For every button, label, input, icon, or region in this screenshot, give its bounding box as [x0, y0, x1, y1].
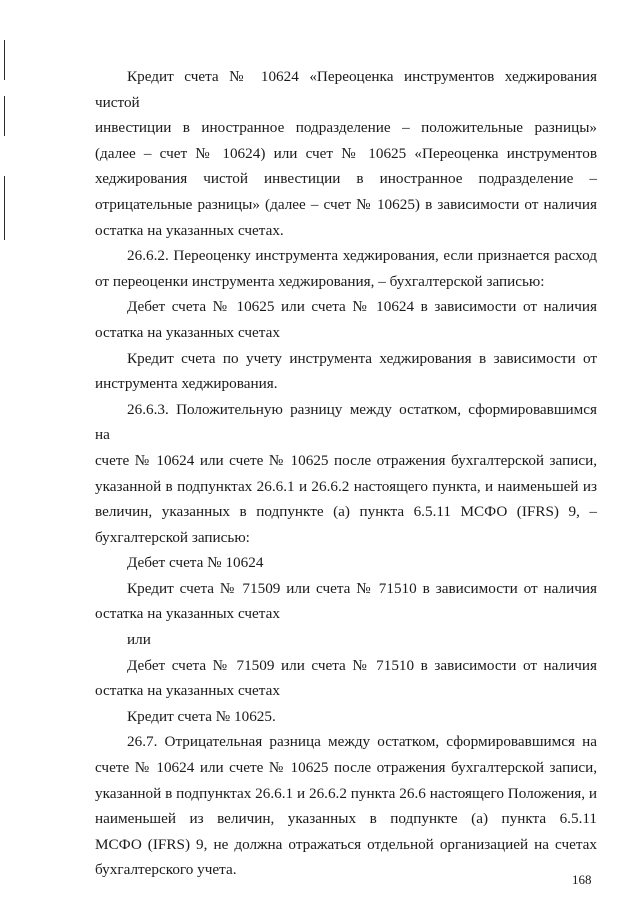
text-line: хеджирования чистой инвестиции в иностранное подразделение – [95, 170, 597, 188]
text-line: остатка на указанных счетах [95, 323, 280, 341]
margin-line-mark [4, 176, 5, 240]
text-line: от переоценки инструмента хеджирования, – бухгалтерской записью: [95, 272, 545, 290]
text-line: Кредит счета № 71509 или счета № 71510 в зависимости от наличия [127, 579, 597, 597]
paragraph-credit-10624-10625 [95, 64, 597, 243]
paragraph-credit-hedging-instrument [95, 346, 597, 397]
text-line: счете № 10624 или счете № 10625 после отражения бухгалтерской записи, [95, 759, 597, 777]
paragraph-26-6-3 [95, 397, 597, 551]
text-line: наименьшей из величин, указанных в подпункте (а) пункта 6.5.11 [95, 810, 597, 828]
text-line: 26.6.2. Переоценку инструмента хеджирования, если признается расход [127, 247, 597, 265]
text-line: Кредит счета № 10625. [127, 707, 276, 725]
text-line: бухгалтерского учета. [95, 861, 237, 879]
text-line: отрицательные разницы» (далее – счет № 10625) в зависимости от наличия [95, 195, 597, 213]
text-line: Кредит счета по учету инструмента хеджирования в зависимости от [127, 349, 597, 367]
text-line: Дебет счета № 71509 или счета № 71510 в зависимости от наличия [127, 656, 597, 674]
paragraph-debit-10625 [95, 294, 597, 345]
text-line: инвестиции в иностранное подразделение – положительные разницы» [95, 119, 597, 137]
text-line: счете № 10624 или счете № 10625 после отражения бухгалтерской записи, [95, 451, 597, 469]
margin-line-mark [4, 40, 5, 80]
paragraph-credit-10625 [95, 704, 597, 730]
text-line: 26.6.3. Положительную разницу между остатком, сформировавшимся на [95, 400, 597, 444]
text-line: инструмента хеджирования. [95, 375, 278, 393]
margin-line-mark [4, 96, 5, 136]
paragraph-26-7 [95, 729, 597, 883]
paragraph-or [95, 627, 597, 653]
paragraph-credit-71509 [95, 576, 597, 627]
document-body [95, 64, 597, 883]
paragraph-debit-71509 [95, 653, 597, 704]
page-number: 168 [572, 872, 592, 887]
text-line: указанной в подпунктах 26.6.1 и 26.6.2 пункта 26.6 настоящего Положения, и [95, 784, 597, 802]
text-line: (далее – счет № 10624) или счет № 10625 «Переоценка инструментов [95, 144, 597, 162]
text-line: остатка на указанных счетах. [95, 221, 284, 239]
text-line: величин, указанных в подпункте (а) пункта 6.5.11 МСФО (IFRS) 9, – [95, 503, 597, 521]
text-line: остатка на указанных счетах [95, 682, 280, 700]
text-line: Кредит счета № 10624 «Переоценка инструментов хеджирования чистой [95, 68, 597, 111]
paragraph-26-6-2 [95, 243, 597, 294]
text-line: МСФО (IFRS) 9, не должна отражаться отдельной организацией на счетах [95, 835, 597, 853]
text-line: 26.7. Отрицательная разница между остатком, сформировавшимся на [127, 733, 597, 751]
paragraph-debit-10624 [95, 550, 597, 576]
text-line: или [127, 631, 151, 649]
text-line: Дебет счета № 10624 [127, 554, 264, 572]
text-line: Дебет счета № 10625 или счета № 10624 в зависимости от наличия [127, 298, 597, 316]
text-line: указанной в подпунктах 26.6.1 и 26.6.2 настоящего пункта, и наименьшей из [95, 477, 597, 495]
text-line: остатка на указанных счетах [95, 605, 280, 623]
text-line: бухгалтерской записью: [95, 528, 250, 546]
